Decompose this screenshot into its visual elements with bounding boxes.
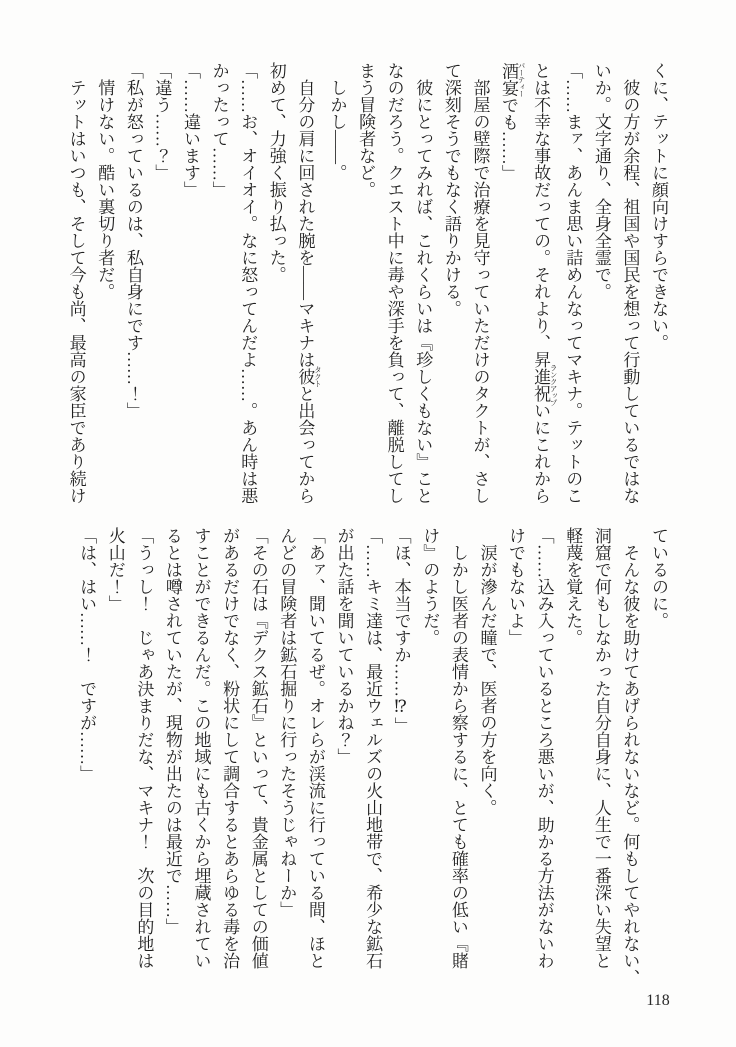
text-line: とは不幸な事故だっての。それより、昇進祝い ランクアップにこれから: [531, 62, 559, 504]
text-line: 酒宴 パーティーでも……」: [499, 62, 527, 182]
text-line: 「……込み入っているところ悪いが、助かる方法がないわ: [534, 527, 554, 969]
page-number: 118: [646, 992, 670, 1009]
text-line: が出た話を聞いているかね？」: [334, 527, 354, 765]
text-line: 「は、はい……！ ですが……」: [77, 527, 97, 782]
text-line: 「うっし！ じゃあ決まりだな、マキナ！ 次の目的地は: [134, 527, 154, 969]
text-line: しかし医者の表情から察するに、とても確率の低い『賭: [448, 544, 468, 969]
text-line: テットはいつも、そして今も尚、最高の家臣であり続け: [66, 79, 86, 504]
text-line: 「違う……？」: [152, 62, 172, 181]
text-line: 洞窟で何もしなかった自分自身に、人生で一番深い失望と: [591, 527, 611, 969]
text-line: 軽蔑を覚えた。: [563, 527, 583, 646]
text-line: んどの冒険者は鉱石掘りに行ったそうじゃねーか」: [277, 527, 297, 918]
text-line: 部屋の壁際で治療を見守っていただけのタクトが、さし: [470, 79, 490, 504]
text-line: 「私が怒っているのは、私自身にです……！」: [123, 62, 143, 419]
text-line: 涙が滲んだ瞳で、医者の方を向く。: [477, 544, 497, 816]
ruby-annotated-word: 酒宴 パーティー: [499, 62, 527, 97]
text-line: 「……キミ達は、最近ウェルズの火山地帯で、希少な鉱石: [363, 527, 383, 969]
text-line: て深刻そうでもなく語りかける。: [441, 62, 461, 317]
text-line: すことができるんだ。この地域にも古くから埋蔵されてい: [191, 527, 211, 969]
ruby-annotated-word: 彼 タクト: [295, 366, 323, 387]
text-line: るとは噂されていたが、現物が出たのは最近で……」: [162, 527, 182, 935]
text-line: くに、テットに顔向けすらできない。: [649, 62, 668, 351]
text-line: があるだけでなく、粉状にして調合するとあらゆる毒を治: [220, 527, 240, 969]
text-line: けでもないよ」: [506, 527, 526, 646]
text-block-bottom: [72, 527, 672, 986]
text-line: かったって……」: [209, 62, 229, 198]
text-block-top: [61, 62, 672, 514]
text-line: なのだろう。クエスト中に毒や深手を負って、離脱してし: [384, 62, 404, 504]
text-line: 「……違います」: [181, 62, 200, 198]
text-line: 「……お、オイオイ。なに怒ってんだよ……。あん時は悪: [238, 62, 258, 504]
text-line: 情けない。酷い裏切り者だ。: [95, 79, 115, 300]
text-line: 自分の肩に回された腕を――マキナは彼 タクトと出会ってから: [295, 79, 323, 504]
text-line: け』のようだ。: [420, 527, 440, 646]
text-line: 火山だ！」: [105, 527, 125, 612]
text-line: 「あァ、聞いてるぜ。オレらが渓流に行っている間、ほと: [305, 527, 325, 969]
text-line: いか。文字通り、全身全霊で。: [591, 62, 611, 300]
text-line: 初めて、力強く振り払った。: [266, 62, 286, 283]
text-line: しかし――。: [327, 79, 347, 181]
text-line: まう冒険者など。: [356, 62, 376, 198]
text-line: 彼の方が余程、祖国や国民を想って行動しているではな: [620, 79, 640, 504]
text-line: 「……まァ、あんま思い詰めんなってマキナ。テットのこ: [563, 62, 583, 504]
text-line: ているのに。: [649, 527, 668, 629]
text-line: そんな彼を助けてあげられないなど。何もしてやれない、: [620, 544, 640, 986]
ruby-annotated-word: 昇進祝い ランクアップ: [531, 351, 559, 419]
text-line: 彼にとってみれば、これくらいは『珍しくもない』こと: [413, 79, 433, 504]
text-line: 「ほ、本当ですか……⁉」: [391, 527, 411, 734]
text-line: 「その石は『デクス鉱石』といって、貴金属としての価値: [248, 527, 268, 969]
